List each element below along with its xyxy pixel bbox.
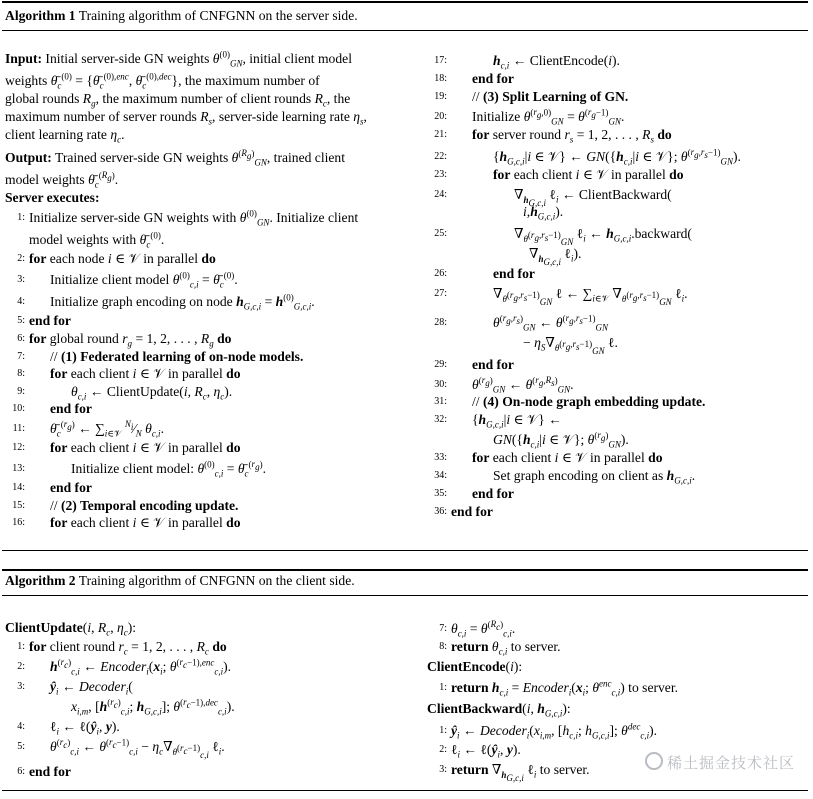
- line-number: 29:: [434, 359, 447, 370]
- line-number: 25:: [434, 228, 447, 239]
- line-text: $\nabla_{h_{G,c,i}}$ ℓ$_i$ ← ClientBackward(: [514, 187, 672, 208]
- line-text: Initialize graph encoding on node $h_{G,c,i} = h^{(0)}_{G,c,i}$.: [50, 292, 315, 312]
- alg1-caption-rule: [2, 30, 808, 31]
- line-number: 2:: [17, 253, 25, 264]
- line-number: 3:: [17, 681, 25, 692]
- line-text: return $\theta_{c,i}$ to server.: [451, 639, 561, 657]
- alg1-caption-text: Training algorithm of CNFGNN on the server side.: [78, 8, 358, 23]
- alg2-bottom-rule: [2, 790, 808, 791]
- line-text: weights $\thetā_c^{(0)}$ = {$\thetā_c^{(0),enc}$, $\thetā_c^{(0),dec}$}, the maximum number of: [5, 71, 320, 91]
- line-number: 1:: [439, 682, 447, 693]
- line-text: ClientBackward(i, $h_{G,c,i}$):: [427, 701, 571, 719]
- line-text: maximum number of server rounds $R_s$, server-side learning rate $\eta_s$,: [5, 109, 367, 127]
- line-number: 11:: [12, 423, 25, 434]
- line-number: 27:: [434, 288, 447, 299]
- line-text: for each node i ∈ 𝒱 in parallel do: [29, 251, 216, 266]
- line-number: 32:: [434, 414, 447, 425]
- line-number: 2:: [17, 661, 25, 672]
- alg2-caption-text: Training algorithm of CNFGNN on the client side.: [78, 573, 355, 588]
- line-text: for each client i ∈ 𝒱 in parallel do: [50, 440, 241, 455]
- line-text: {$h_{G,c,i}|i$ ∈ 𝒱} ←: [472, 412, 562, 430]
- line-text: Initialize server-side GN weights with $\theta^{(0)}_{GN}$. Initialize client: [29, 208, 359, 228]
- alg1-caption: [5, 8, 358, 24]
- line-text: Initialize client model $\theta^{(0)}_{c,i}$ = $\thetā_c^{(0)}$.: [50, 270, 238, 290]
- line-text: Initialize $\theta^{(r_g,0)}_{GN} = \theta^{(r_g-1)}_{GN}$.: [472, 107, 625, 127]
- alg2-left-column: [5, 619, 405, 789]
- line-number: 16:: [12, 517, 25, 528]
- line-number: 3:: [439, 764, 447, 775]
- line-number: 35:: [434, 488, 447, 499]
- line-number: 13:: [12, 463, 25, 474]
- line-text: $GN(\{h_{c,i}|i$ ∈ 𝒱}; $\theta^{(r_g)}_{GN}$).: [493, 430, 629, 450]
- line-text: $x_{i,m}$, [$h^{(r_c)}_{c,i}$; $h_{G,c,i}$]; $\theta^{(r_c-1),dec}_{c,i}$).: [71, 697, 235, 717]
- line-number: 7:: [17, 351, 25, 362]
- alg1-bottom-rule: [2, 550, 808, 551]
- alg2-top-rule: [2, 569, 808, 571]
- line-text: ClientEncode(i):: [427, 659, 523, 674]
- alg1-left-column: [5, 50, 405, 530]
- line-text: $\theta_{c,i} = \theta^{(R_c)}_{c,i}$.: [451, 619, 516, 639]
- line-number: 17:: [434, 55, 447, 66]
- line-number: 19:: [434, 91, 447, 102]
- line-text: ClientUpdate(i, $R_c$, $\eta_c$):: [5, 620, 137, 638]
- line-number: 8:: [439, 641, 447, 652]
- line-text: $\theta_{c,i}$ ← ClientUpdate(i, $R_c$, $\eta_c$).: [71, 384, 233, 402]
- line-text: $h^{(r_c)}_{c,i}$ ← $Encoder_i(x_i$; $\theta^{(r_c-1),enc}_{c,i}$).: [50, 657, 232, 677]
- line-text: for each client i ∈ 𝒱 in parallel do: [472, 450, 663, 465]
- line-number: 9:: [17, 386, 25, 397]
- alg1-label: Algorithm 1: [5, 8, 76, 23]
- line-number: 33:: [434, 452, 447, 463]
- line-number: 5:: [17, 315, 25, 326]
- line-text: $h_{c,i}$ ← ClientEncode(i).: [493, 53, 620, 71]
- line-number: 12:: [12, 442, 25, 453]
- alg1-right-column: [427, 52, 807, 522]
- line-number: 18:: [434, 73, 447, 84]
- line-text: $\theta^{(r_g)}_{GN}$ ← $\theta^{(r_g,R_s)}_{GN}$.: [472, 375, 574, 395]
- line-text: end for: [472, 357, 514, 372]
- line-text: for each client i ∈ 𝒱 in parallel do: [50, 366, 241, 381]
- line-text: $i,h_{G,c,i}$).: [523, 204, 564, 222]
- line-text: return $\nabla_{h_{G,c,i}}$ ℓ$_i$ to server.: [451, 762, 590, 783]
- line-text: model weights $\thetā_c^{(R_g)}$.: [5, 170, 119, 190]
- line-text: end for: [493, 266, 535, 281]
- line-text: $\nabla_{\theta^{(r_g,r_s-1)}_{GN}}$ ℓ$_i$ ← $h_{G,c,i}.backward$(: [514, 226, 692, 247]
- line-text: // (2) Temporal encoding update.: [50, 498, 239, 513]
- line-number: 4:: [17, 721, 25, 732]
- line-text: $\thetā_c^{(r_g)}$ ← $\sum_{i\in 𝒱}$ $^{N_i}⁄_N$ $\theta_{c,i}$.: [50, 419, 164, 439]
- line-text: $\theta^{(r_g,r_s)}_{GN}$ ← $\theta^{(r_g,r_s-1)}_{GN}$: [493, 313, 608, 333]
- line-number: 23:: [434, 169, 447, 180]
- line-text: // (3) Split Learning of GN.: [472, 89, 629, 104]
- alg2-caption: [5, 573, 355, 589]
- line-text: global rounds $R_g$, the maximum number of client rounds $R_c$, the: [5, 91, 351, 109]
- line-text: for each client i ∈ 𝒱 in parallel do: [50, 515, 241, 530]
- alg1-top-rule: [2, 1, 808, 3]
- line-text: end for: [50, 480, 92, 495]
- line-number: 28:: [434, 317, 447, 328]
- line-text: $ŷ_i$ ← $Decoder_i(x_{i,m}$, [$h_{c,i}$; $h_{G,c,i}$]; $\theta^{dec}_{c,i}$).: [451, 721, 658, 741]
- line-text: // (4) On-node graph embedding update.: [472, 394, 706, 409]
- watermark-logo-icon: [645, 752, 663, 770]
- line-number: 31:: [434, 396, 447, 407]
- line-number: 24:: [434, 189, 447, 200]
- line-text: Input: Initial server-side GN weights $\theta^{(0)}_{GN}$, initial client model: [5, 49, 352, 69]
- line-text: − $\eta_S\nabla_{\theta^{(r_g,r_s-1)}_{GN}}$ ℓ.: [523, 335, 618, 356]
- line-text: end for: [50, 401, 92, 416]
- line-text: for server round $r_s = 1$, 2, . . . , $R_s$ do: [472, 127, 672, 145]
- line-text: model weights with $\thetā_c^{(0)}$.: [29, 230, 165, 250]
- line-text: Initialize client model: $\theta^{(0)}_{c,i}$ = $\thetā_c^{(r_g)}$.: [71, 459, 266, 479]
- line-number: 36:: [434, 506, 447, 517]
- line-number: 2:: [439, 744, 447, 755]
- line-number: 26:: [434, 268, 447, 279]
- line-text: // (1) Federated learning of on-node models.: [50, 349, 304, 364]
- line-number: 7:: [439, 623, 447, 634]
- line-text: end for: [472, 71, 514, 86]
- line-text: {$h_{G,c,i}|i$ ∈ 𝒱} ← $GN(\{h_{c,i}|i$ ∈ 𝒱}; $\theta^{(r_g,r_s-1)}_{GN}$).: [493, 147, 741, 167]
- line-text: end for: [451, 504, 493, 519]
- line-number: 30:: [434, 379, 447, 390]
- watermark-text: 稀土掘金技术社区: [666, 754, 795, 772]
- alg2-label: Algorithm 2: [5, 573, 76, 588]
- line-number: 1:: [439, 725, 447, 736]
- line-text: client learning rate $\eta_c$.: [5, 127, 125, 145]
- line-text: ℓ$_i$ ← $\ell(ŷ_i$, y).: [50, 719, 120, 737]
- line-text: ℓ$_i$ ← $\ell(ŷ_i$, y).: [451, 742, 521, 760]
- watermark: [645, 752, 795, 773]
- line-text: Set graph encoding on client as $h_{G,c,i}$.: [493, 468, 696, 486]
- line-text: end for: [29, 313, 71, 328]
- line-number: 5:: [17, 741, 25, 752]
- line-text: $\nabla_{\theta^{(r_g,r_s-1)}_{GN}}$ ℓ ← $\sum_{i\in 𝒱}$ $\nabla_{\theta^{(r_g,r_s-1)}_{GN}}$ ℓ$_i$.: [493, 286, 688, 307]
- line-number: 15:: [12, 500, 25, 511]
- line-text: for each client i ∈ 𝒱 in parallel do: [493, 167, 684, 182]
- line-number: 4:: [17, 296, 25, 307]
- line-number: 6:: [17, 333, 25, 344]
- line-number: 3:: [17, 274, 25, 285]
- line-number: 6:: [17, 766, 25, 777]
- line-number: 21:: [434, 129, 447, 140]
- line-number: 20:: [434, 111, 447, 122]
- line-text: Server executes:: [5, 190, 100, 205]
- line-text: $\nabla_{h_{G,c,i}}$ ℓ$_i$).: [529, 246, 582, 267]
- line-text: Output: Trained server-side GN weights $\theta^{(R_g)}_{GN}$, trained client: [5, 148, 346, 168]
- line-text: $ŷ_i$ ← Decoder$_i$(: [50, 679, 133, 697]
- line-number: 1:: [17, 641, 25, 652]
- alg2-caption-rule: [2, 595, 808, 596]
- line-number: 34:: [434, 470, 447, 481]
- line-text: $\theta^{(r_c)}_{c,i}$ ← $\theta^{(r_c-1)}_{c,i} - \eta_c\nabla_{\theta^{(r_c-1)}_{c,i}}$ ℓ$_i$.: [50, 737, 225, 760]
- line-number: 14:: [12, 482, 25, 493]
- line-text: return $h_{c,i}$ = $Encoder_i(x_i$; $\theta^{enc}_{c,i}$) to server.: [451, 678, 679, 698]
- line-text: for global round $r_g = 1$, 2, . . . , $R_g$ do: [29, 331, 232, 349]
- line-text: end for: [29, 764, 71, 779]
- line-text: end for: [472, 486, 514, 501]
- line-number: 10:: [12, 403, 25, 414]
- line-number: 8:: [17, 368, 25, 379]
- line-number: 22:: [434, 151, 447, 162]
- line-text: for client round $r_c = 1$, 2, . . . , $R_c$ do: [29, 639, 227, 657]
- line-number: 1:: [17, 212, 25, 223]
